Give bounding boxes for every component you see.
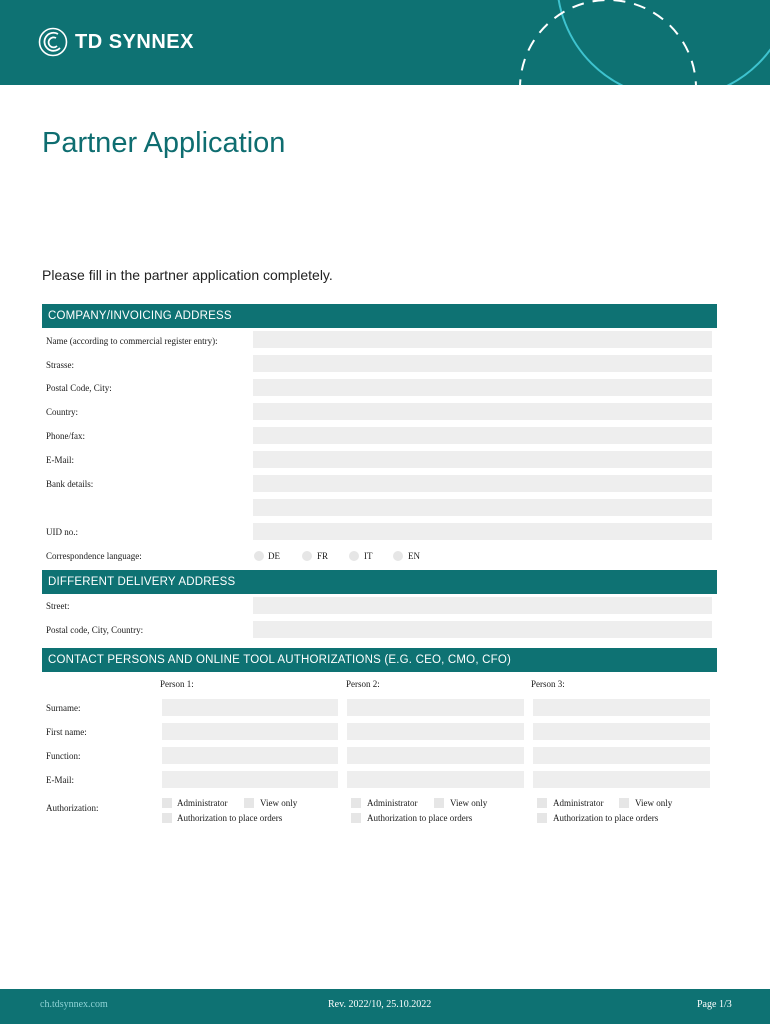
label-company-name: Name (according to commercial register entry): (46, 336, 218, 346)
person-1-place-orders-checkbox[interactable] (162, 813, 172, 823)
person-1-administrator-label: Administrator (177, 798, 228, 808)
person-3-place-orders-checkbox[interactable] (537, 813, 547, 823)
person-2-email-field[interactable] (347, 771, 524, 788)
radio-label-de: DE (268, 551, 280, 561)
label-contact-email: E-Mail: (46, 775, 74, 785)
radio-language-de[interactable] (254, 551, 264, 561)
person-1-surname-field[interactable] (162, 699, 338, 716)
person-1-function-field[interactable] (162, 747, 338, 764)
bank-details-field-1[interactable] (253, 475, 712, 492)
footer-page-number: Page 1/3 (697, 999, 732, 1010)
radio-language-it[interactable] (349, 551, 359, 561)
td-synnex-logo[interactable] (38, 27, 194, 57)
header-bar (0, 0, 770, 85)
radio-language-en[interactable] (393, 551, 403, 561)
person-3-function-field[interactable] (533, 747, 710, 764)
label-strasse: Strasse: (46, 360, 74, 370)
logo-mark-icon (38, 27, 68, 57)
footer-website-link[interactable]: ch.tdsynnex.com (40, 999, 108, 1010)
person-2-view-only-label: View only (450, 798, 488, 808)
person-3-view-only-label: View only (635, 798, 673, 808)
person-2-place-orders-label: Authorization to place orders (367, 813, 473, 823)
person-1-email-field[interactable] (162, 771, 338, 788)
label-surname: Surname: (46, 703, 81, 713)
person-2-view-only-checkbox[interactable] (434, 798, 444, 808)
brand-name: TD SYNNEX (75, 30, 194, 53)
person-2-surname-field[interactable] (347, 699, 524, 716)
person-1-view-only-checkbox[interactable] (244, 798, 254, 808)
footer-revision: Rev. 2022/10, 25.10.2022 (328, 999, 432, 1010)
person-2-first-name-field[interactable] (347, 723, 524, 740)
person-1-label: Person 1: (160, 679, 194, 689)
label-bank-details: Bank details: (46, 479, 94, 489)
page-title: Partner Application (42, 127, 286, 159)
section-heading-company: COMPANY/INVOICING ADDRESS (42, 304, 717, 328)
email-field[interactable] (253, 451, 712, 468)
label-postal-city: Postal Code, City: (46, 383, 112, 393)
section-heading-delivery: DIFFERENT DELIVERY ADDRESS (42, 570, 717, 594)
person-2-administrator-checkbox[interactable] (351, 798, 361, 808)
delivery-street-field[interactable] (253, 597, 712, 614)
person-3-place-orders-label: Authorization to place orders (553, 813, 659, 823)
delivery-postal-city-country-field[interactable] (253, 621, 712, 638)
label-delivery-postal-city-country: Postal code, City, Country: (46, 625, 144, 635)
phone-field[interactable] (253, 427, 712, 444)
section-heading-contacts: CONTACT PERSONS AND ONLINE TOOL AUTHORIZATIONS (E.G. CEO, CMO, CFO) (42, 648, 717, 672)
postal-city-field[interactable] (253, 379, 712, 396)
strasse-field[interactable] (253, 355, 712, 372)
company-name-field[interactable] (253, 331, 712, 348)
person-2-label: Person 2: (346, 679, 380, 689)
person-3-label: Person 3: (531, 679, 565, 689)
person-1-first-name-field[interactable] (162, 723, 338, 740)
person-1-place-orders-label: Authorization to place orders (177, 813, 283, 823)
label-email: E-Mail: (46, 455, 74, 465)
country-field[interactable] (253, 403, 712, 420)
label-country: Country: (46, 407, 79, 417)
label-street: Street: (46, 601, 70, 611)
footer-bar (0, 989, 770, 1024)
bank-details-field-2[interactable] (253, 499, 712, 516)
uid-field[interactable] (253, 523, 712, 540)
radio-label-fr: FR (317, 551, 329, 561)
label-authorization: Authorization: (46, 803, 99, 813)
label-correspondence-language: Correspondence language: (46, 551, 142, 561)
person-1-view-only-label: View only (260, 798, 298, 808)
person-3-administrator-checkbox[interactable] (537, 798, 547, 808)
label-phone: Phone/fax: (46, 431, 85, 441)
person-2-function-field[interactable] (347, 747, 524, 764)
person-3-surname-field[interactable] (533, 699, 710, 716)
radio-language-fr[interactable] (302, 551, 312, 561)
label-first-name: First name: (46, 727, 87, 737)
person-3-first-name-field[interactable] (533, 723, 710, 740)
label-uid: UID no.: (46, 527, 78, 537)
person-3-view-only-checkbox[interactable] (619, 798, 629, 808)
radio-label-it: IT (364, 551, 373, 561)
label-function: Function: (46, 751, 81, 761)
radio-label-en: EN (408, 551, 420, 561)
person-2-place-orders-checkbox[interactable] (351, 813, 361, 823)
intro-text: Please fill in the partner application completely. (42, 267, 333, 283)
person-1-administrator-checkbox[interactable] (162, 798, 172, 808)
person-3-administrator-label: Administrator (553, 798, 604, 808)
person-2-administrator-label: Administrator (367, 798, 418, 808)
person-3-email-field[interactable] (533, 771, 710, 788)
